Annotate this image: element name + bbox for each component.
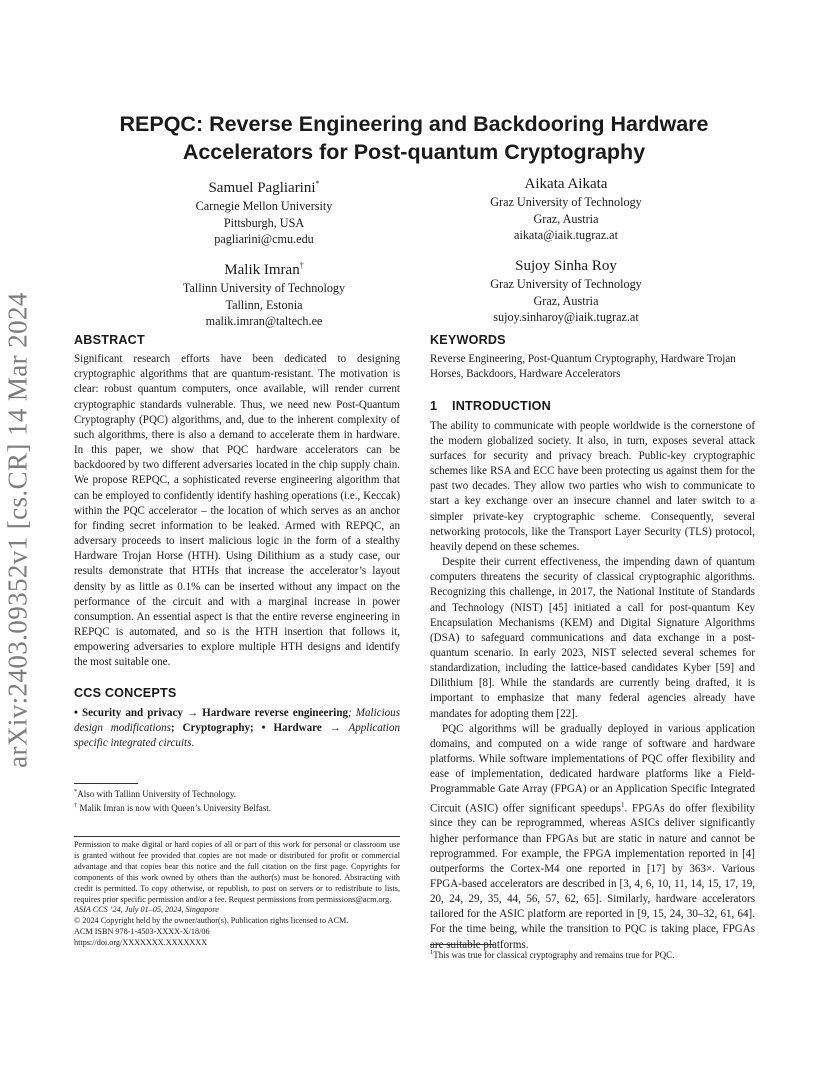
author-affiliation: Carnegie Mellon University	[195, 199, 333, 213]
arxiv-id[interactable]: arXiv:2403.09352v1 [cs.CR] 14 Mar 2024	[2, 292, 33, 768]
abstract-heading: ABSTRACT	[74, 333, 145, 347]
author-affiliation: Tallinn University of Technology	[182, 281, 346, 295]
left-column	[74, 333, 400, 751]
author-location: Graz, Austria	[533, 293, 599, 308]
title-line-2: Accelerators for Post-quantum Cryptography	[182, 140, 646, 164]
author-mark: *	[315, 179, 320, 188]
footnote: † Malik Imran is now with Queen’s University Belfast.	[74, 802, 271, 813]
author-location: Tallinn, Estonia	[225, 297, 303, 312]
author-mark: †	[299, 261, 304, 270]
copyright-line: © 2024 Copyright held by the owner/author(s). Publication rights licensed to ACM.	[74, 916, 349, 926]
keywords-heading: KEYWORDS	[430, 333, 506, 347]
permission-rule	[74, 836, 400, 837]
author-block	[426, 256, 706, 326]
permission-text: Permission to make digital or hard copies of all or part of this work for personal or classroom use is granted without fee provided that copies are not made or distributed for profit or commercial advantage and that copies bear this notice and the full citation on the first page. Copyrights for components of this work owned by others than the author(s) must be honored. Abstracting with credit is permitted. To copy otherwise, or republish, to post on servers or to redistribute to lists, requires prior specific permission and/or a fee. Request permissions from permissions@acm.org.	[74, 840, 400, 904]
author-affiliation: Graz University of Technology	[490, 277, 642, 291]
isbn-line: ACM ISBN 978-1-4503-XXXX-X/18/06	[74, 927, 210, 937]
intro-paragraph-3: PQC algorithms will be gradually deployed in various application domains, and computed on a wide range of software and hardware platforms. While software implementations of PQC offer flexibility and ease of implementation, dedicated hardware platforms like a Field-Programmable Gate Array (FPGA) or an Application Specific Integrated Circuit (ASIC) offer significant speedups$^1$. FPGAs do offer flexibility since they can be reprogrammed, whereas ASICs deliver significantly higher performance than FPGAs but are static in nature and cannot be reprogrammed. For example, the FPGA implementation reported in [4] outperforms the Cortex-M4 one reported in [17] by 363×. Various FPGA-based accelerators are described in [3, 4, 6, 10, 11, 14, 15, 17, 19, 20, 24, 29, 35, 44, 56, 57, 62, 65]. Similarly, hardware accelerators tailored for the ASIC platform are reported in [9, 15, 24, 30–32, 61, 64]. For the time being, while the transition to PQC is taking place, FPGAs are suitable platforms.	[430, 722, 755, 951]
footnote-rule	[430, 944, 494, 945]
author-email[interactable]: malik.imran@taltech.ee	[205, 314, 323, 328]
intro-paragraph-1: The ability to communicate with people worldwide is the cornerstone of the modern globalized society. It also, in turn, exposes several attack surfaces for security and privacy breach. Public-key cryptographic schemes like RSA and ECC have been protecting us against them for the past two decades. They allow two parties who wish to communicate to start a key exchange over an insecure channel and later switch to a simpler private-key cryptographic scheme. Consequently, several networking protocols, like the Transport Layer Security (TLS) protocol, heavily depend on these schemes.	[430, 419, 755, 553]
author-location: Pittsburgh, USA	[223, 215, 305, 230]
author-block	[124, 174, 404, 248]
permission-block	[74, 840, 400, 949]
right-column	[430, 333, 755, 953]
paper-title	[80, 110, 748, 166]
author-email[interactable]: sujoy.sinharoy@iaik.tugraz.at	[493, 310, 639, 324]
venue-line: ASIA CCS ’24, July 01–05, 2024, Singapore	[74, 905, 219, 915]
author-name: Sujoy Sinha Roy	[515, 258, 617, 274]
footnote-rule	[74, 783, 138, 784]
author-email[interactable]: pagliarini@cmu.edu	[214, 232, 314, 246]
title-line-1: REPQC: Reverse Engineering and Backdooring Hardware	[119, 112, 709, 136]
author-name: Samuel Pagliarini	[208, 180, 316, 196]
doi-link[interactable]: https://doi.org/XXXXXXX.XXXXXXX	[74, 938, 208, 948]
intro-paragraph-2: Despite their current effectiveness, the impending dawn of quantum computers threatens the security of classical cryptographic algorithms. Recognizing this challenge, in 2017, the National Institute of Standards and Technology (NIST) [45] initiated a call for post-quantum Key Encapsulation Mechanisms (KEM) and Digital Signature Algorithms (DSA) to safeguard communications and data exchange in a post-quantum scenario. In early 2023, NIST selected several schemes for standardization, including the lattice-based candidates Kyber [59] and Dilithium [8]. While the standards are currently being drafted, it is important to emphasize that many federal agencies already have mandates for adopting them [22].	[430, 556, 755, 720]
author-location: Graz, Austria	[533, 211, 599, 226]
ccs-concepts: • Security and privacy → Hardware reverse engineering; Malicious design modifications; Cryptography; • Hardware → Application specific integrated circuits.	[74, 706, 400, 749]
author-block	[426, 174, 706, 244]
author-block	[124, 256, 404, 330]
author-name: Aikata Aikata	[524, 176, 608, 192]
author-name: Malik Imran	[224, 262, 300, 278]
intro-heading: 1 INTRODUCTION	[430, 399, 551, 414]
keywords-text: Reverse Engineering, Post-Quantum Cryptography, Hardware Trojan Horses, Backdoors, Hardware Accelerators	[430, 353, 736, 381]
footnote-right: $^1$This was true for classical cryptography and remains true for PQC.	[430, 949, 675, 960]
footnote: *Also with Tallinn University of Technology.	[74, 788, 237, 799]
author-affiliation: Graz University of Technology	[490, 195, 642, 209]
ccs-heading: CCS CONCEPTS	[74, 686, 177, 701]
author-email[interactable]: aikata@iaik.tugraz.at	[514, 228, 618, 242]
footnotes-left	[74, 786, 400, 814]
abstract-text: Significant research efforts have been dedicated to designing cryptographic algorithms that are quantum-resistant. The motivation is clear: robust quantum computers, once available, will render current cryptographic standards vulnerable. Thus, we need new Post-Quantum Cryptography (PQC) algorithms, and, due to the inherent complexity of such algorithms, there is also a demand to accelerate them in hardware. In this paper, we show that PQC hardware accelerators can be backdoored by two different adversaries located in the chip supply chain. We propose REPQC, a sophisticated reverse engineering algorithm that can be employed to confidently identify hashing operations (i.e., Keccak) within the PQC accelerator – the location of which serves as an anchor for finding secret information to be leaked. Armed with REPQC, an adversary proceeds to insert malicious logic in the form of a stealthy Hardware Trojan Horse (HTH). Using Dilithium as a study case, our results demonstrate that HTHs that increase the accelerator’s layout density by as little as 0.1% can be inserted without any impact on the performance of the circuit and with a marginal increase in power consumption. An essential aspect is that the entire reverse engineering in REPQC is automated, and so is the HTH insertion that follows it, empowering adversaries to explore multiple HTH designs and identify the most suitable one.	[74, 353, 400, 669]
